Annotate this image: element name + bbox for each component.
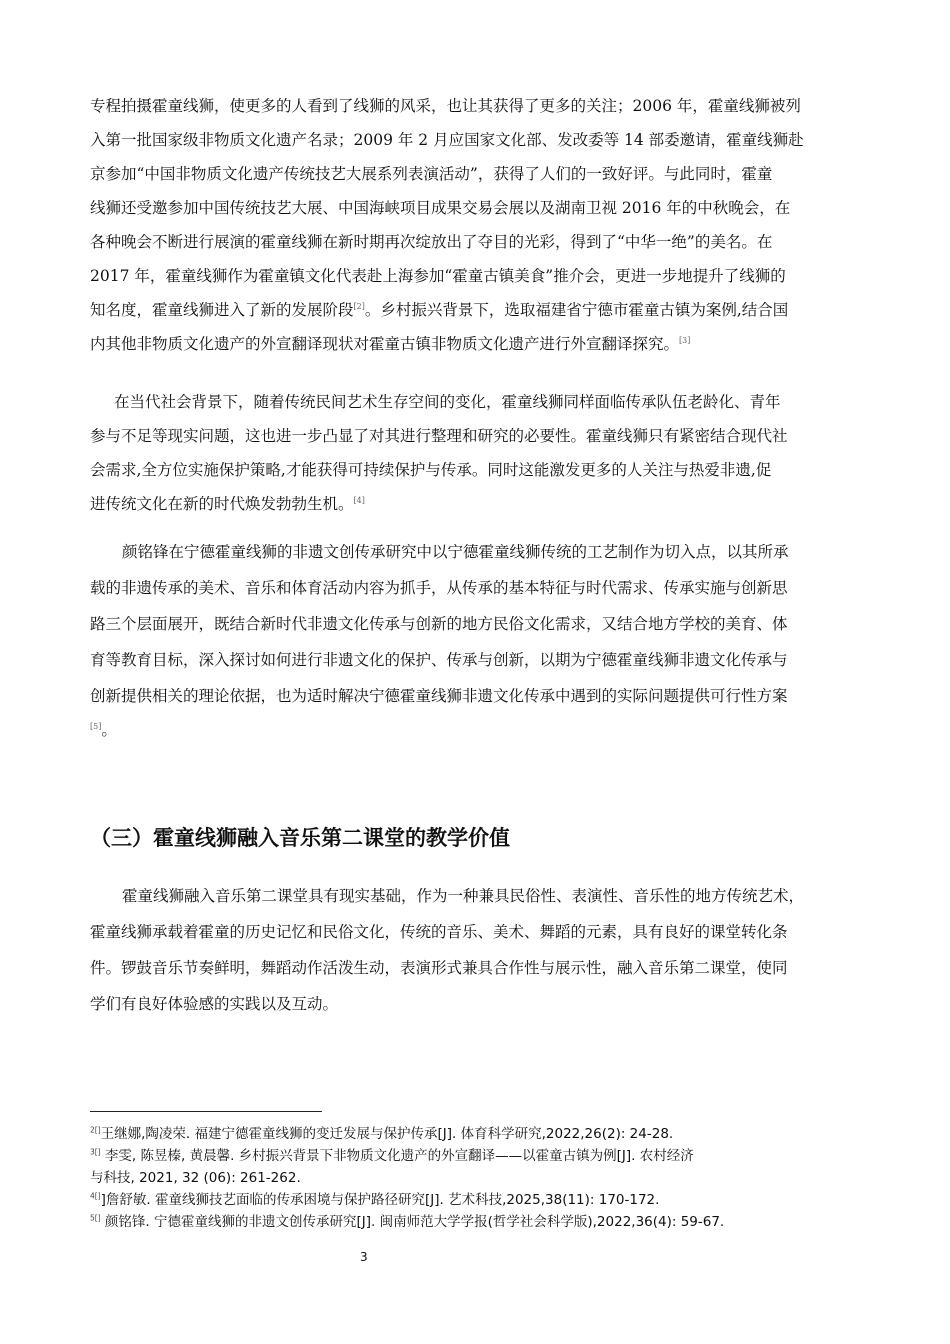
citation-mark: [2]: [353, 301, 365, 311]
footnote-mark: 2[]: [90, 1125, 101, 1135]
footnote-text: 颜铭锋. 宁德霍童线狮的非遗文创传承研究[J]. 闽南师范大学学报(哲学社会科学版),2022,36(4): 59-67.: [100, 1214, 725, 1230]
text-line: [90, 298, 860, 320]
text-line: 在当代社会背景下，随着传统民间艺术生存空间的变化，霍童线狮同样面临传承队伍老龄化、青年: [114, 393, 781, 411]
text-line: 霍童线狮融入音乐第二课堂具有现实基础，作为一种兼具民俗性、表演性、音乐性的地方传统艺术，: [122, 887, 805, 905]
text-line: 入第一批国家级非物质文化遗产名录；2009 年 2 月应国家文化部、发改委等 14 部委邀请，霍童线狮赴: [90, 131, 804, 149]
text-line: 线狮还受邀参加中国传统技艺大展、中国海峡项目成果交易会展以及湖南卫视 2016 年的中秋晚会，在: [90, 199, 791, 217]
footnote-mark: 5[]: [90, 1213, 101, 1223]
text-line: [90, 492, 860, 514]
text-line: 载的非遗传承的美术、音乐和体育活动内容为抓手，从传承的基本特征与时代需求、传承实施与创新思: [90, 579, 788, 597]
footnote-mark: 4[]: [90, 1191, 101, 1201]
citation-mark: [4]: [353, 495, 365, 505]
text-line: 件。锣鼓音乐节奏鲜明，舞蹈动作活泼生动，表演形式兼具合作性与展示性，融入音乐第二课堂，使同: [90, 959, 788, 977]
text-line: [90, 332, 860, 354]
text-line: 创新提供相关的理论依据，也为适时解决宁德霍童线狮非遗文化传承中遇到的实际问题提供可行性方案: [90, 687, 788, 705]
text-line: 专程拍摄霍童线狮，使更多的人看到了线狮的风采，也让其获得了更多的关注；2006 年，霍童线狮被列: [90, 97, 801, 115]
line-text: 知名度，霍童线狮进入了新的发展阶段: [90, 301, 354, 319]
footnote-separator: [90, 1111, 322, 1112]
footnote-text: 李雯, 陈昱榛, 黄晨馨. 乡村振兴背景下非物质文化遗产的外宣翻译——以霍童古镇为例[J]. 农村经济: [100, 1148, 694, 1164]
page-number: 3: [360, 1250, 368, 1264]
footnote-mark: 3[]: [90, 1147, 101, 1157]
footnote-item: [90, 1188, 870, 1208]
text-line: 路三个层面展开，既结合新时代非遗文化传承与创新的地方民俗文化需求，又结合地方学校的美育、体: [90, 615, 788, 633]
line-text: 进传统文化在新的时代焕发勃勃生机。: [90, 495, 354, 513]
footnote-item: [90, 1210, 870, 1230]
footnote-item: [90, 1144, 870, 1164]
line-text: 。乡村振兴背景下，选取福建省宁德市霍童古镇为案例,结合国: [364, 301, 789, 319]
text-line: 霍童线狮承载着霍童的历史记忆和民俗文化，传统的音乐、美术、舞蹈的元素，具有良好的课堂转化条: [90, 923, 788, 941]
line-text: 。: [101, 721, 117, 739]
text-line: 2017 年，霍童线狮作为霍童镇文化代表赴上海参加“霍童古镇美食”推介会，更进一步地提升了线狮的: [90, 267, 786, 285]
text-line: 参与不足等现实问题，这也进一步凸显了对其进行整理和研究的必要性。霍童线狮只有紧密结合现代社: [90, 427, 788, 445]
footnote-text: 与科技, 2021, 32 (06): 261-262.: [90, 1170, 301, 1186]
footnote-item: [90, 1122, 870, 1142]
text-line: 会需求,全方位实施保护策略,才能获得可持续保护与传承。同时这能激发更多的人关注与热爱非遗,促: [90, 461, 772, 479]
text-line: [90, 718, 860, 740]
text-line: 育等教育目标，深入探讨如何进行非遗文化的保护、传承与创新，以期为宁德霍童线狮非遗文化传承与: [90, 651, 788, 669]
section-heading: （三）霍童线狮融入音乐第二课堂的教学价值: [90, 826, 510, 850]
line-text: 内其他非物质文化遗产的外宣翻译现状对霍童古镇非物质文化遗产进行外宣翻译探究。: [90, 335, 680, 353]
text-line: 颜铭锋在宁德霍童线狮的非遗文创传承研究中以宁德霍童线狮传统的工艺制作为切入点，以其所承: [122, 543, 789, 561]
citation-mark: [5]: [90, 721, 102, 731]
footnote-text: ]詹舒敏. 霍童线狮技艺面临的传承困境与保护路径研究[J]. 艺术科技,2025,38(11): 170-172.: [100, 1192, 660, 1208]
text-line: 各种晚会不断进行展演的霍童线狮在新时期再次绽放出了夺目的光彩，得到了“中华一绝”的美名。在: [90, 233, 773, 251]
footnote-text: 王继娜,陶凌荣. 福建宁德霍童线狮的变迁发展与保护传承[J]. 体育科学研究,2022,26(2): 24-28.: [100, 1126, 674, 1142]
text-line: 京参加“中国非物质文化遗产传统技艺大展系列表演活动”，获得了人们的一致好评。与此同时，霍童: [90, 165, 773, 183]
citation-mark: [3]: [679, 335, 691, 345]
footnote-item: [90, 1166, 870, 1186]
text-line: 学们有良好体验感的实践以及互动。: [90, 995, 339, 1013]
